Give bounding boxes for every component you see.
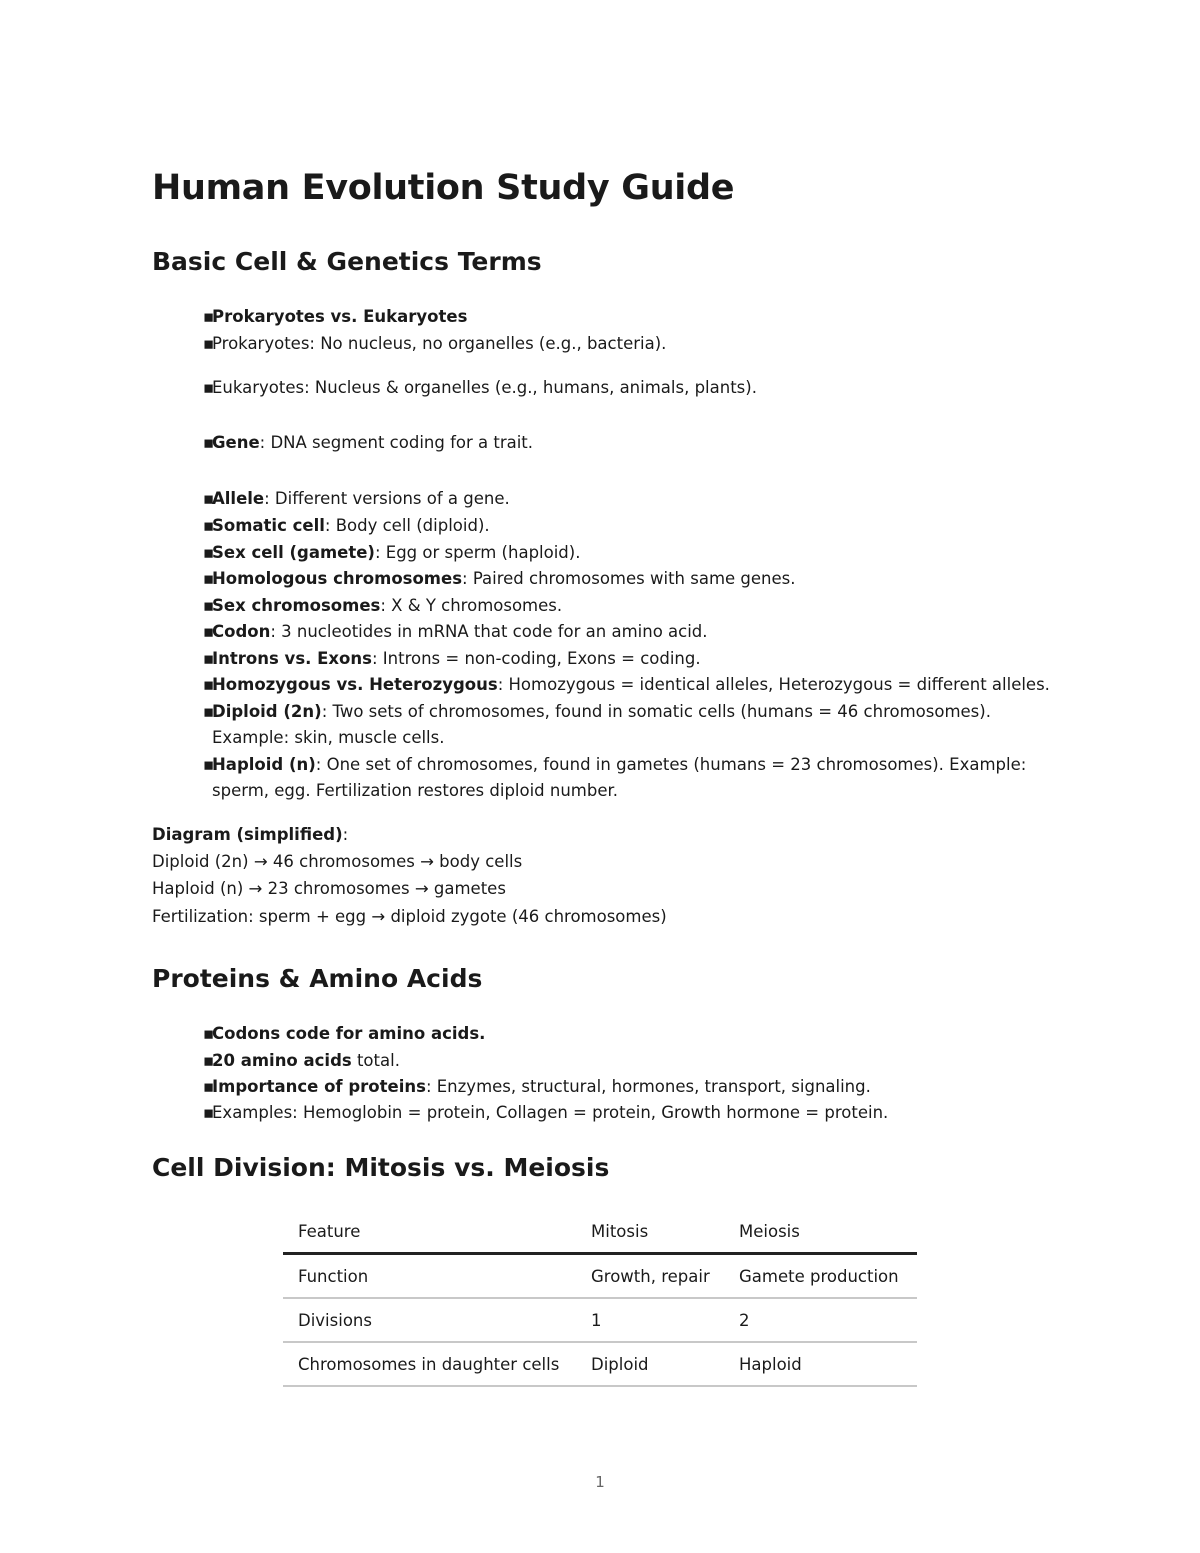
section-heading-cell-terms: Basic Cell & Genetics Terms <box>152 247 542 276</box>
table-cell: Diploid <box>576 1342 724 1386</box>
bullet-icon: ▪ <box>203 1077 215 1096</box>
list-item-continuation: Example: skin, muscle cells. <box>212 728 445 747</box>
table-cell: Haploid <box>724 1342 917 1386</box>
section-heading-proteins: Proteins & Amino Acids <box>152 964 483 993</box>
list-item: ▪Codons code for amino acids. <box>203 1024 486 1043</box>
table-cell: Chromosomes in daughter cells <box>283 1342 576 1386</box>
list-item: ▪20 amino acids total. <box>203 1051 400 1070</box>
diagram-line: Haploid (n) → 23 chromosomes → gametes <box>152 879 506 898</box>
list-item: ▪Gene: DNA segment coding for a trait. <box>203 433 534 452</box>
bullet-icon: ▪ <box>203 622 215 641</box>
bullet-icon: ▪ <box>203 378 215 397</box>
diagram-label: Diagram (simplified): <box>152 825 349 844</box>
table-cell: 1 <box>576 1298 724 1342</box>
bullet-icon: ▪ <box>203 489 215 508</box>
bullet-icon: ▪ <box>203 596 215 615</box>
list-item: ▪Eukaryotes: Nucleus & organelles (e.g., humans, animals, plants). <box>203 378 757 397</box>
list-item-continuation: sperm, egg. Fertilization restores diploid number. <box>212 781 619 800</box>
table-header-cell: Mitosis <box>576 1210 724 1254</box>
table-cell: Gamete production <box>724 1254 917 1299</box>
bullet-icon: ▪ <box>203 755 215 774</box>
table-cell: 2 <box>724 1298 917 1342</box>
list-item: ▪Haploid (n): One set of chromosomes, found in gametes (humans = 23 chromosomes). Example: <box>203 755 1027 774</box>
bullet-icon: ▪ <box>203 433 215 452</box>
table-cell: Growth, repair <box>576 1254 724 1299</box>
page-number: 1 <box>595 1473 605 1491</box>
bullet-icon: ▪ <box>203 1103 215 1122</box>
table-cell: Divisions <box>283 1298 576 1342</box>
list-item: ▪Codon: 3 nucleotides in mRNA that code for an amino acid. <box>203 622 708 641</box>
bullet-icon: ▪ <box>203 675 215 694</box>
list-item: ▪Sex chromosomes: X & Y chromosomes. <box>203 596 563 615</box>
bullet-icon: ▪ <box>203 1024 215 1043</box>
bullet-icon: ▪ <box>203 307 215 326</box>
bullet-icon: ▪ <box>203 516 215 535</box>
list-item: ▪Introns vs. Exons: Introns = non-coding, Exons = coding. <box>203 649 701 668</box>
table-row <box>283 1254 917 1299</box>
list-item: ▪Sex cell (gamete): Egg or sperm (haploid). <box>203 543 581 562</box>
bullet-icon: ▪ <box>203 543 215 562</box>
diagram-line: Fertilization: sperm + egg → diploid zygote (46 chromosomes) <box>152 907 667 926</box>
table-cell: Function <box>283 1254 576 1299</box>
list-item: ▪Prokaryotes: No nucleus, no organelles (e.g., bacteria). <box>203 334 667 353</box>
table-header-row <box>283 1210 917 1254</box>
bullet-icon: ▪ <box>203 702 215 721</box>
diagram-line: Diploid (2n) → 46 chromosomes → body cells <box>152 852 523 871</box>
table-row <box>283 1298 917 1342</box>
table-row <box>283 1342 917 1386</box>
list-item: ▪Homozygous vs. Heterozygous: Homozygous = identical alleles, Heterozygous = different alleles. <box>203 675 1050 694</box>
bullet-icon: ▪ <box>203 569 215 588</box>
list-item: ▪Diploid (2n): Two sets of chromosomes, found in somatic cells (humans = 46 chromosomes). <box>203 702 991 721</box>
comparison-table <box>283 1210 917 1387</box>
list-item: ▪Importance of proteins: Enzymes, structural, hormones, transport, signaling. <box>203 1077 871 1096</box>
section-heading-cell-division: Cell Division: Mitosis vs. Meiosis <box>152 1153 610 1182</box>
bullet-icon: ▪ <box>203 1051 215 1070</box>
page-title: Human Evolution Study Guide <box>152 168 735 208</box>
table-header-cell: Meiosis <box>724 1210 917 1254</box>
table-header-cell: Feature <box>283 1210 576 1254</box>
list-item: ▪Somatic cell: Body cell (diploid). <box>203 516 490 535</box>
list-item: ▪Examples: Hemoglobin = protein, Collagen = protein, Growth hormone = protein. <box>203 1103 889 1122</box>
list-item: ▪Homologous chromosomes: Paired chromosomes with same genes. <box>203 569 796 588</box>
bullet-icon: ▪ <box>203 649 215 668</box>
list-item: ▪Allele: Different versions of a gene. <box>203 489 510 508</box>
list-item: ▪Prokaryotes vs. Eukaryotes <box>203 307 468 326</box>
bullet-icon: ▪ <box>203 334 215 353</box>
